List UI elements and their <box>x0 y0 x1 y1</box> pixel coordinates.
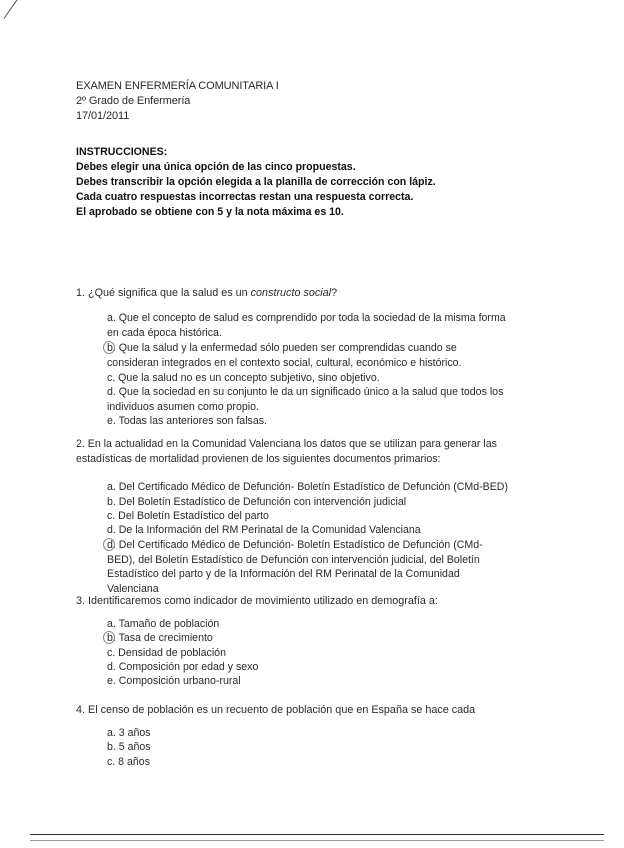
question-2: 2. En la actualidad en la Comunidad Valenciana los datos que se utilizan para generar las estadísticas de mortalidad provienen de los siguientes documentos primarios: <box>76 438 497 465</box>
answer-circle <box>103 538 115 551</box>
question-text: 1. ¿Qué significa que la salud es un <box>76 287 251 299</box>
option-3e: e. Composición urbano-rural <box>107 675 241 687</box>
option-4a: a. 3 años <box>107 727 151 739</box>
option-4c: c. 8 años <box>107 756 150 768</box>
answer-circle <box>103 341 115 354</box>
option-2c: c. Del Boletín Estadístico del parto <box>107 510 269 522</box>
option-2a: a. Del Certificado Médico de Defunción- Boletín Estadístico de Defunción (CMd-BED) <box>107 481 508 493</box>
option-1e: e. Todas las anteriores son falsas. <box>107 415 267 427</box>
option-3c: c. Densidad de población <box>107 647 226 659</box>
course-label: 2º Grado de Enfermería <box>76 95 191 107</box>
option-1d: d. Que la sociedad en su conjunto le da un significado único a la salud que todos los individuos asumen como propio. <box>107 386 504 413</box>
instruction-line: Debes transcribir la opción elegida a la planilla de corrección con lápiz. <box>76 176 436 188</box>
option-2d: d. De la Información del RM Perinatal de la Comunidad Valenciana <box>107 524 421 536</box>
option-4b: b. 5 años <box>107 741 151 753</box>
option-1a: a. Que el concepto de salud es comprendido por toda la sociedad de la misma forma en cada época histórica. <box>107 312 506 339</box>
instruction-line: Cada cuatro respuestas incorrectas restan una respuesta correcta. <box>76 191 414 203</box>
question-3: 3. Identificaremos como indicador de movimiento utilizado en demografía a: <box>76 595 438 607</box>
option-3b-circled: b. Tasa de crecimiento <box>107 632 213 644</box>
option-2e-circled: d. Del Certificado Médico de Defunción- Boletín Estadístico de Defunción (CMd-BED), del Boletín Estadístico de Defunción con intervención judicial, del Boletín Estadístico del parto y de la Información del RM Perinatal de la Comunidad Valenciana <box>107 539 483 595</box>
option-1c: c. Que la salud no es un concepto subjetivo, sino objetivo. <box>107 372 380 384</box>
instruction-line: Debes elegir una única opción de las cinco propuestas. <box>76 161 356 173</box>
exam-date: 17/01/2011 <box>76 110 130 122</box>
question-mark: ? <box>331 287 338 299</box>
pen-mark <box>4 0 24 19</box>
option-1b-circled: b. Que la salud y la enfermedad sólo pueden ser comprendidas cuando se consideran integrados en el contexto social, cultural, económico e histórico. <box>107 342 462 369</box>
instruction-line: El aprobado se obtiene con 5 y la nota máxima es 10. <box>76 206 344 218</box>
option-2b: b. Del Boletín Estadístico de Defunción con intervención judicial <box>107 496 407 508</box>
instructions-heading: INSTRUCCIONES: <box>76 146 168 158</box>
scan-edge-line <box>30 840 604 841</box>
question-1 <box>76 287 337 299</box>
question-emphasis: constructo social <box>250 287 332 299</box>
option-3a: a. Tamaño de población <box>107 618 220 630</box>
scan-edge-line <box>30 834 604 835</box>
question-4: 4. El censo de población es un recuento de población que en España se hace cada <box>76 704 476 716</box>
exam-title: EXAMEN ENFERMERÍA COMUNITARIA I <box>76 80 279 92</box>
option-3d: d. Composición por edad y sexo <box>107 661 259 673</box>
answer-circle <box>103 631 115 644</box>
